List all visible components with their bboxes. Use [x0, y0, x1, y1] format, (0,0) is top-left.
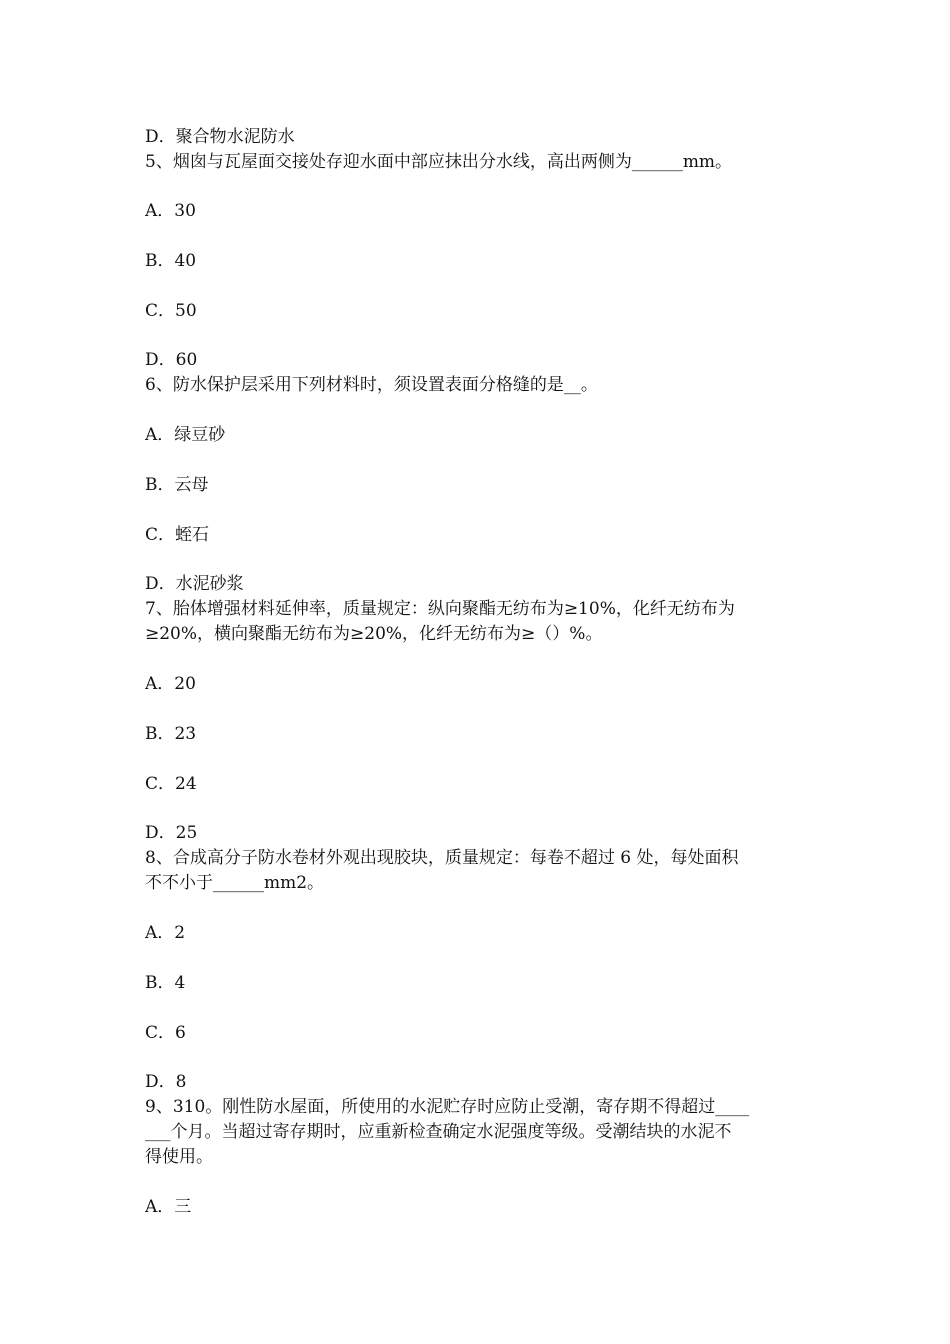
q7-option-a: A．20: [145, 674, 196, 694]
q9-question-line2: ___个月。当超过寄存期时，应重新检查确定水泥强度等级。受潮结块的水泥不: [145, 1122, 732, 1142]
q5-option-d: D．60: [145, 350, 198, 370]
q8-question-line2: 不不小于______mm2。: [145, 873, 325, 893]
q6-option-c: C．蛭石: [145, 525, 210, 545]
q7-question-line2: ≥20%，横向聚酯无纺布为≥20%，化纤无纺布为≥（）%。: [145, 624, 603, 644]
q7-option-c: C．24: [145, 774, 197, 794]
q8-option-a: A．2: [145, 923, 186, 943]
q7-option-d: D．25: [145, 823, 198, 843]
q9-question-line3: 得使用。: [145, 1147, 213, 1167]
q4-option-d: D．聚合物水泥防水: [145, 127, 295, 147]
q5-option-a: A．30: [145, 201, 196, 221]
q5-option-c: C．50: [145, 301, 197, 321]
q7-option-b: B．23: [145, 724, 197, 744]
q6-option-b: B．云母: [145, 475, 209, 495]
q5-option-b: B．40: [145, 251, 197, 271]
q8-option-c: C．6: [145, 1023, 186, 1043]
q6-option-a: A．绿豆砂: [145, 425, 226, 445]
q8-option-b: B．4: [145, 973, 186, 993]
q9-question-line1: 9、310。刚性防水屋面，所使用的水泥贮存时应防止受潮，寄存期不得超过____: [145, 1097, 750, 1117]
q6-option-d: D．水泥砂浆: [145, 574, 244, 594]
q5-question: 5、烟囱与瓦屋面交接处存迎水面中部应抹出分水线，高出两侧为______mm。: [145, 152, 733, 172]
q8-question-line1: 8、合成高分子防水卷材外观出现胶块，质量规定：每卷不超过 6 处，每处面积: [145, 848, 739, 868]
q6-question: 6、防水保护层采用下列材料时，须设置表面分格缝的是__。: [145, 375, 598, 395]
q9-option-a: A．三: [145, 1197, 192, 1217]
q7-question-line1: 7、胎体增强材料延伸率，质量规定：纵向聚酯无纺布为≥10%，化纤无纺布为: [145, 599, 735, 619]
q8-option-d: D．8: [145, 1072, 187, 1092]
